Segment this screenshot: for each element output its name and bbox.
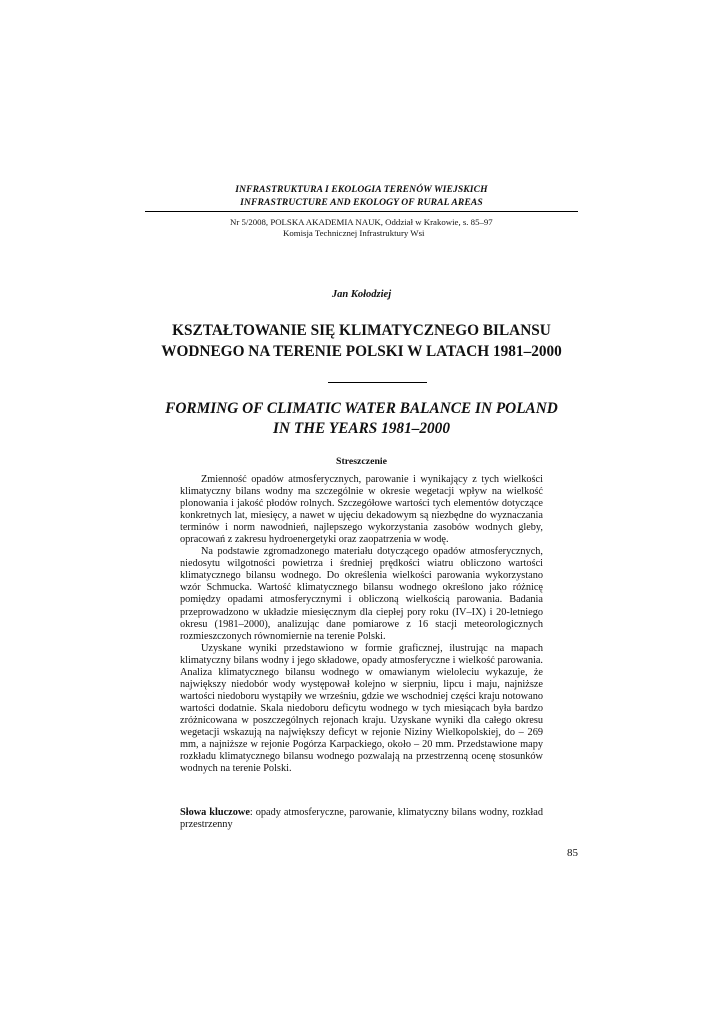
- abstract-heading: Streszczenie: [336, 456, 387, 467]
- keywords: [180, 807, 543, 831]
- article-page: [145, 0, 578, 1024]
- title-english-line-2: IN THE YEARS 1981–2000: [273, 420, 450, 437]
- abstract-paragraph: Na podstawie zgromadzonego materiału dotyczącego opadów atmosferycznych, niedosytu wilgotności powietrza i średniej prędkości wiatru obliczono wartości klimatycznego bilansu wodnego. Do określenia wielkości parowania wykorzystano wzór Schmucka. Wartość klimatycznego bilansu wodnego określono jako różnicę pomiędzy opadami atmosferycznymi i obliczoną wielkością parowania. Badania przeprowadzono w układzie miesięcznym dla ciepłej pory roku (IV–IX) i 20-letniego okresu (1981–2000), analizując dane pomiarowe z 16 stacji meteorologicznych rozmieszczonych równomiernie na terenie Polski.: [180, 546, 543, 642]
- title-polish: [145, 320, 578, 362]
- author-name: Jan Kołodziej: [331, 289, 392, 300]
- page-number: 85: [567, 847, 578, 859]
- title-polish-line-1: KSZTAŁTOWANIE SIĘ KLIMATYCZNEGO BILANSU: [172, 322, 551, 339]
- keywords-label: Słowa kluczowe: [180, 807, 250, 818]
- title-english-line-1: FORMING OF CLIMATIC WATER BALANCE IN POLAND: [165, 400, 558, 417]
- title-english: [145, 399, 578, 439]
- journal-title-en: INFRASTRUCTURE AND EKOLOGY OF RURAL AREAS: [240, 197, 483, 208]
- title-polish-line-2: WODNEGO NA TERENIE POLSKI W LATACH 1981–2000: [161, 343, 562, 360]
- issue-line: Nr 5/2008, POLSKA AKADEMIA NAUK, Oddział w Krakowie, s. 85–97: [230, 217, 493, 227]
- journal-title-pl: INFRASTRUKTURA I EKOLOGIA TERENÓW WIEJSKICH: [235, 184, 488, 195]
- committee-line: Komisja Technicznej Infrastruktury Wsi: [283, 228, 425, 238]
- keywords-text: : opady atmosferyczne, parowanie, klimatyczny bilans wodny, rozkład przestrzenny: [180, 807, 543, 831]
- header-rule: [145, 211, 578, 212]
- abstract-paragraph: Uzyskane wyniki przedstawiono w formie graficznej, ilustrując na mapach klimatyczny bilans wodny i jego składowe, opady atmosferyczne i wielkość parowania. Analiza klimatycznego bilansu wodnego w omawianym wieloleciu wykazuje, że największy niedobór wody występował kolejno w sierpniu, lipcu i maju, najniższe wartości niedoboru wystąpiły we wrześniu, gdzie we wschodniej części kraju notowano wartości dodatnie. Skala niedoboru deficytu wodnego w tych miesiącach była bardzo zróżnicowana w poszczególnych rejonach kraju. Uzyskane wyniki dla całego okresu wegetacji wskazują na największy deficyt w rejonie Niziny Wielkopolskiej, do – 269 mm, a najniższe w rejonie Pogórza Karpackiego, około – 20 mm. Przedstawione mapy rozkładu klimatycznego bilansu wodnego pozwalają na przestrzenną ocenę stosunków wodnych na terenie Polski.: [180, 642, 543, 775]
- title-separator: [328, 382, 427, 383]
- abstract-paragraph: Zmienność opadów atmosferycznych, parowanie i wynikający z tych wielkości klimatyczny bilans wodny ma szczególnie w okresie wegetacji wpływ na wielkość plonowania i jakość płodów rolnych. Szczegółowe wartości tych elementów dotyczące konkretnych lat, miesięcy, a nawet w ujęciu dekadowym są niezbędne do wyznaczania terminów i norm nawodnień, najlepszego wykorzystania zasobów wodnych gleby, opracowań z zakresu hydroenergetyki oraz zaopatrzenia w wodę.: [180, 474, 543, 546]
- abstract-body: [180, 474, 543, 775]
